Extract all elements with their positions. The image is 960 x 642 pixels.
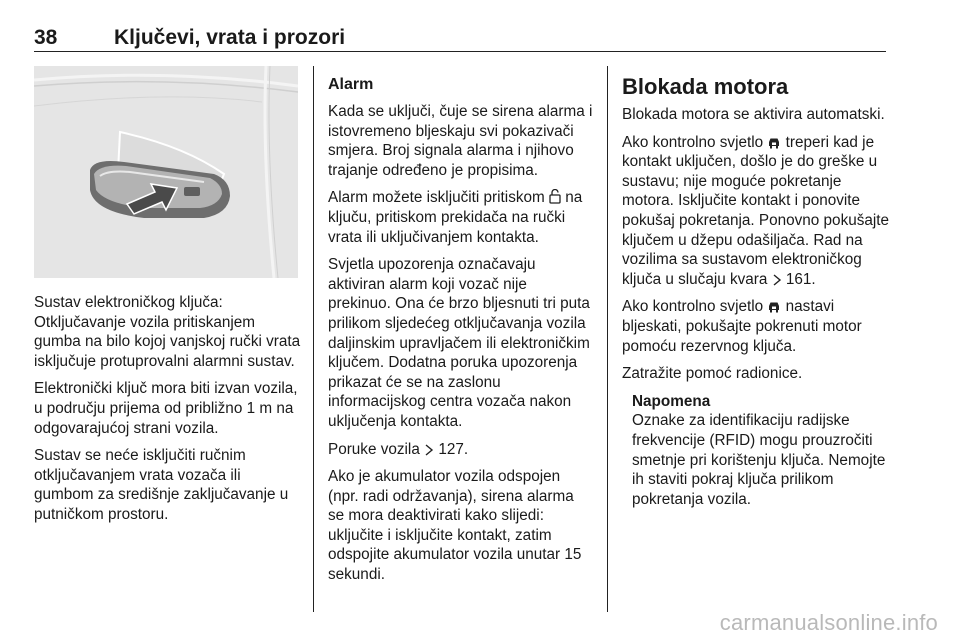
note-text: Oznake za identifikaciju radijske frekvencije (RFID) mogu prouzročiti smetnje pri korištenju ključa. Nemojte ih staviti pokraj ključa prilikom pokretanja vozila. xyxy=(632,412,886,508)
watermark: carmanualsonline.info xyxy=(719,610,938,635)
door-handle-illustration xyxy=(34,66,298,278)
paragraph: Svjetla upozorenja označavaju aktiviran alarm koji vozač nije prekinuo. Ona će brzo bljesnuti tri puta prilikom sljedećeg otključavanja vozila daljinskim upravljačem ili elektroničkim ključem. Dodatna poruka upozorenja prikazat će se na zaslonu informacijskog centra vozača nakon uključenja kontakta. xyxy=(328,256,590,430)
right-column xyxy=(622,75,892,509)
immobilizer-warning-light-icon xyxy=(767,136,781,149)
column-divider xyxy=(313,66,314,612)
note-title: Napomena xyxy=(632,392,711,410)
unlock-button-icon xyxy=(549,189,561,204)
immobilizer-heading: Blokada motora xyxy=(622,74,789,99)
text-run: . xyxy=(811,270,816,288)
text-run: Poruke vozila xyxy=(328,440,425,458)
left-column xyxy=(34,293,302,533)
page-reference: 161 xyxy=(785,270,812,288)
paragraph xyxy=(328,188,594,247)
middle-column xyxy=(328,75,594,593)
text-run: Alarm možete isključiti pritiskom xyxy=(328,189,549,207)
paragraph: Ako je akumulator vozila odspojen (npr. radi održavanja), sirena alarma se mora deaktivirati kako slijedi: uključite i isključite kontakt, zatim odspojite akumulator vozila unutar 15 sekundi. xyxy=(328,468,582,584)
paragraph: Blokada motora se aktivira automatski. xyxy=(622,106,885,123)
page-header xyxy=(34,26,886,50)
text-run: nastavi bljeskati, pokušajte pokrenuti motor pomoću rezervnog ključa. xyxy=(622,298,862,355)
door-handle-drawing xyxy=(34,66,298,278)
text-run: Ako kontrolno svjetlo xyxy=(622,133,768,151)
text-run: na ključu, pritiskom prekidača na ručki vrata ili uključivanjem kontakta. xyxy=(328,189,583,246)
paragraph xyxy=(328,440,594,460)
paragraph xyxy=(622,297,892,356)
paragraph xyxy=(622,133,892,290)
header-rule xyxy=(34,51,886,52)
paragraph: Sustav se neće isključiti ručnim otključavanjem vrata vozača ili gumbom za središnje zaključavanje u putničkom prostoru. xyxy=(34,447,289,523)
page-number: 38 xyxy=(34,26,58,49)
page-reference: 127 xyxy=(438,440,464,458)
figure-caption: Sustav elektroničkog ključa: Otključavanje vozila pritiskanjem gumba na bilo kojoj vanjskoj ručki vrata isključuje protuprovalni alarmni sustav. xyxy=(34,294,301,370)
text-run: . xyxy=(463,440,469,458)
note-box xyxy=(622,392,892,510)
page-reference-arrow-icon xyxy=(424,444,434,456)
paragraph: Zatražite pomoć radionice. xyxy=(622,365,803,383)
alarm-heading: Alarm xyxy=(328,76,374,93)
paragraph: Elektronički ključ mora biti izvan vozila, u području prijema od približno 1 m na odgovarajućoj strani vozila. xyxy=(34,380,298,437)
chapter-title: Ključevi, vrata i prozori xyxy=(114,26,346,49)
page-reference-arrow-icon xyxy=(772,274,782,286)
immobilizer-warning-light-icon xyxy=(767,300,781,313)
text-run: treperi kad je kontakt uključen, došlo je do greške u sustavu; nije moguće pokretanje motora. Isključite kontakt i ponovite pokušaj pokretanja. Ponovno pokušajte ključem u džepu odašiljača. Rad na vozilima sa sustavom elektroničkog ključa u slučaju kvara xyxy=(622,133,890,288)
paragraph: Kada se uključi, čuje se sirena alarma i istovremeno bljeskaju svi pokazivači smjera. Broj signala alarma i njihovo trajanje određeno je propisima. xyxy=(328,103,593,179)
column-divider xyxy=(607,66,608,612)
text-run: Ako kontrolno svjetlo xyxy=(622,298,768,316)
